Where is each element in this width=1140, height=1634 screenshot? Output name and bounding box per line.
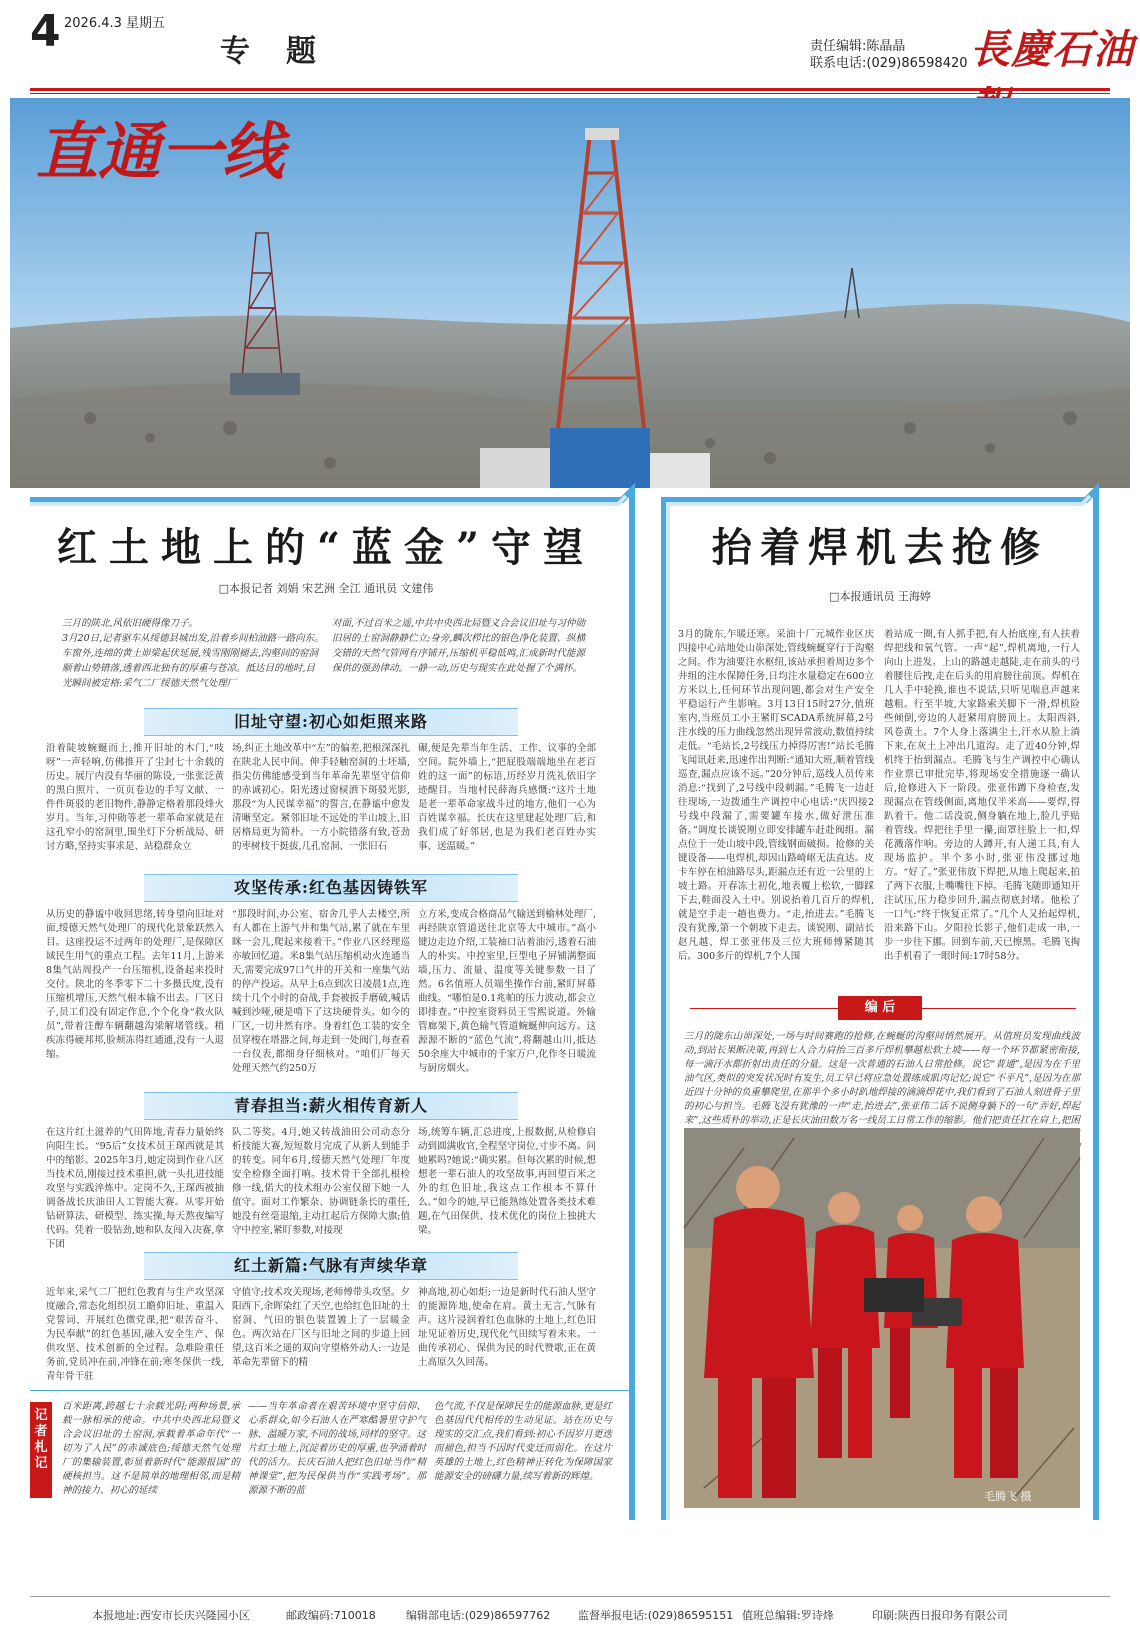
phone-label: 联系电话:(029)86598420 xyxy=(810,56,968,71)
subhead-4: 红土新篇:气脉有声续华章 xyxy=(144,1252,518,1280)
lead-paragraph-2: 3月20日,记者驱车从绥德县城出发,沿着乡间柏油路一路向东。车窗外,连绵的黄土峁梁起伏延展,残雪刚刚褪去,沟壑间的窑洞顺着山势错落,透着西北独有的厚重与苍凉。抵达目的地时,目光瞬间被定格:采气二厂绥德天然气处理厂 xyxy=(62,633,324,689)
right-article xyxy=(660,490,1100,1530)
footer-supervise-phone: 监督举报电话:(029)86595151 xyxy=(578,1609,734,1622)
jz-col-3: 色气流,不仅是保障民生的能源血脉,更是红色基因代代相传的生动见证。站在历史与现实的交汇点,我们看到:初心不因岁月更迭而褪色,担当不因时代变迁而弱化。在这片英雄的土地上,红色精神正转化为保障国家能源安全的磅礴力量,续写着新的辉煌。 xyxy=(434,1401,612,1482)
sub4-col-1: 近年来,采气二厂把红色教育与生产攻坚深度融合,常态化组织员工瞻仰旧址、重温入党誓词、开展红色微党课,把“艰苦奋斗、为民奉献”的红色基因,融入安全生产、保供攻坚、技术创新的全过程。急难险重任务前,党员冲在前,冲锋在前;寒冬保供一线,青年骨干驻 xyxy=(46,1287,224,1382)
left-article xyxy=(26,490,636,1530)
subhead-2: 攻坚传承:红色基因铸铁军 xyxy=(144,874,518,902)
editor-info xyxy=(810,38,968,72)
footer-chief-editor: 值班总编辑:罗诗烽 xyxy=(742,1609,834,1622)
section-title: 专题 xyxy=(220,34,352,69)
masthead-rule-thin xyxy=(30,93,1110,94)
sub2-col-1: 从历史的静谧中收回思绪,转身望向旧址对面,绥德天然气处理厂的现代化景象跃然入目。这座投运不过两年的处理厂,是保障区域民生用气的重点工程。去年11月,上游米8集气站周投产一台压缩机,设备起来投时交付。陕北的冬季零下二十多摄氏度,没有压缩机增压,天然气根本输不出去。厂区日子,员工们没有固定作息,个个化身“救火队员”,带着注醇车辆翻越沟梁解堵管线。稍疾冻得硬邦邦,脸颊冻得红通通,没有一人退缩。 xyxy=(46,909,224,1060)
banner-text: 直通一线 xyxy=(36,115,285,188)
left-headline: 红土地上的“蓝金”守望 xyxy=(56,524,595,571)
hero-photo xyxy=(10,98,1130,488)
sub3-col-3: 场,统筹车辆,汇总进度,上报数据,从检修启动到圆满收官,全程坚守岗位,寸步不离。问她累吗?她说:“确实累。但每次累的时候,想想老一辈石油人的攻坚故事,再回望百米之外的红色旧址,我这点工作根本不算什么。”如今的她,早已能熟练处置各类技术难题,在气田保供、技术优化的岗位上独挑大梁。 xyxy=(418,1127,596,1236)
left-lead-col-1 xyxy=(62,616,324,691)
issue-date: 2026.4.3 星期五 xyxy=(64,16,166,31)
left-byline: □本报记者 刘娟 宋艺洲 全江 通讯员 文建伟 xyxy=(218,582,434,595)
drilling-rig-illustration xyxy=(10,98,1130,488)
right-byline: □本报通讯员 王海婷 xyxy=(829,590,931,603)
right-headline: 抬着焊机去抢修 xyxy=(712,524,1048,571)
editor-label: 责任编辑:陈晶晶 xyxy=(810,39,906,54)
houji-text: 三月的陇东山峁深处,一场与时间赛跑的抢修,在蜿蜒的沟壑间悄然展开。从值班员发现曲线波动,到站长果断决策,再到七人合力肩抬三百多斤焊机攀越松软土坡——每一个环节都紧密衔接,每一滴汗水都折射出责任的分量。这是一次普通的石油人日常抢修。说它“普通”,是因为在千里油气区,类似的突发状况时有发生,员工早已将应急处置练成肌肉记忆;说它“不平凡”,是因为在那近四十分钟的负重攀爬里,在那半个多小时趴地焊接的滴滴焊花中,我们看到了石油人刻进骨子里的初心与担当。毛腾飞没有犹豫的一声“走,抬进去”,张亚伟二话不说侧身躺下的一句“弄好,焊起来”,这些质朴的举动,正是长庆油田数万名一线员工日常工作的缩影。他们把责任扛在肩上,把困 xyxy=(684,1031,1080,1126)
newspaper-logo: 長慶石油 xyxy=(970,26,1134,73)
footer-postcode: 邮政编码:710018 xyxy=(286,1609,376,1622)
rescue-photo xyxy=(684,1128,1080,1508)
left-lead-col-2: 对面,不过百米之遥,中共中央西北局暨义合会议旧址与习仲勋旧居的土窑洞静静伫立;身旁,麟次栉比的银色净化装置、纵横交错的天然气管网有序铺开,压缩机平稳低鸣,汇成新时代能源保供的强劲律动。一静一动,历史与现实在此处握了个满怀。 xyxy=(332,618,586,674)
sub2-col-3: 立方米,变成合格商品气输送到榆林处理厂,再经陕京管道送往北京等大中城市。”高小键边走边介绍,工装袖口沾着油污,透着石油人的朴实。中控室里,巨型电子屏铺满整面墙,压力、流量、温度等关键参数一目了然。6名值班人员端坐操作台前,紧盯屏幕曲线。“哪怕是0.1兆帕的压力波动,都会立即排查。”中控室资料员王雪熙说道。外输管廊架下,黄色输气管道蜿蜒伸向远方。这源源不断的“蓝色气流”,将翻越山川,抵达50余座大中城市的千家万户,化作冬日暖流与厨房烟火。 xyxy=(418,909,596,1074)
subhead-1: 旧址守望:初心如炬照来路 xyxy=(144,708,518,736)
sub2-col-2: “那段时间,办公室、宿舍几乎人去楼空,所有人都在上游气井和集气站,累了就在车里眯一会儿,爬起来接着干。”作业八区经理巡亦敏回忆道。米8集气站压缩机动火连通当天,需要完成97口气井的开关和一座集气站的停产投运。从早上6点到次日凌晨1点,连续十几个小时的奋战,手套被扳手磨破,喊话喊到沙哑,硬是啃下了这块硬骨头。如今的厂区,一切井然有序。身着红色工装的安全员穿梭在塔器之间,每走到一处阀门,每查看一台仪表,都细身仔细核对。“咱们厂每天处理天然气约250万 xyxy=(232,909,410,1074)
footer-address: 本报地址:西安市长庆兴隆园小区 xyxy=(92,1609,250,1622)
sub3-col-1: 在这片红土滋养的气田阵地,青春力量始终向阳生长。“95后”女技术员王琛西就是其中的缩影。2025年3月,她定岗到作业八区当技术员,刚接过技术重担,就一头扎进技能攻坚与实践淬炼中。定岗不久,王琛西被抽调备战长庆油田人工智能大赛。从零开始钻研算法、研模型、练实操,每天熬夜编写代码。凭着一股钻劲,她和队友闯入决赛,拿下团 xyxy=(46,1127,224,1250)
right-col-2: 着站成一圈,有人抓手把,有人抬底座,有人扶着焊把线和氧气管。一声“起”,焊机离地,一行人向山上进发。上山的路越走越陡,走在前头的弓着腰往后拽,走在后头的用肩膀往前顶。焊机在几人手中轮换,谁也不说话,只听见喘息声越来越粗。行至半坡,大家路索关脚下一滑,焊机险些倾倒,旁边的人赶紧用肩膀顶上。太阳西斜,风卷黄土。7个人身上落满尘土,汗水从脸上淌下来,在灰土上冲出几道沟。走了近40分钟,焊机终于抬到漏点。毛腾飞与生产调控中心确认作业票已审批完毕,将现场安全措施逐一确认后,抢修进入下一阶段。张亚伟蹲下身检查,发现漏点在管线侧面,离地仅半米高——要焊,得趴着干。他二话没说,侧身躺在地上,脸几乎贴着管线。焊把往手里一攥,面罩往脸上一扣,焊花溅落作响。旁边的人蹲开,有人递工具,有人现场监护。半个多小时,张亚伟没挪过地方。“好了。”张亚伟放下焊把,从地上爬起来,拍了两下衣服,上嘴嘴往下掉。毛腾飞随即通知开注试压,压力稳步回升,漏点彻底封堵。他松了一口气:“终于恢复正常了。”几个人又抬起焊机,沿来路下山。夕阳拉长影子,他们走成一串,一步一步往下挪。回到车前,天已擦黑。毛腾飞掏出手机看了一眼时间:17时58分。 xyxy=(884,629,1080,962)
sub3-col-2: 队二等奖。4月,她又转战油田公司动态分析技能大赛,短短数月完成了从新人到能手的转变。同年6月,绥德天然气处理厂年度安全检修全面打响。技术骨干全部扎根检修一线,偌大的技术组办公室仅留下她一人值守。面对工作繁杂、协调链条长的重任,她没有丝毫退缩,主动扛起后方保障大旗;值守中控室,紧盯参数,对接现 xyxy=(232,1127,410,1236)
sub4-col-3: 神高地,初心如炬;一边是新时代石油人坚守的能源阵地,使命在肩。黄土无言,气脉有声。这片浸润着红色血脉的土地上,红色旧址见证着历史,现代化气田续写着未来。一曲传承初心、保供为民的时代赞歌,正在黄土高原久久回荡。 xyxy=(418,1287,596,1368)
masthead-rule xyxy=(30,88,1110,91)
photo-caption: 毛腾飞 摄 xyxy=(984,1490,1032,1503)
page-footer xyxy=(30,1596,1110,1627)
sub1-col-1: 沿着陡坡蜿蜒而上,推开旧址的木门,“吱呀”一声轻响,仿佛推开了尘封七十余载的历史。展厅内没有华丽的陈设,一张张泛黄的黑白照片、一页页卷边的手写文献、一件件斑驳的老旧物件,静静定格着那段烽火岁月。当年,习仲勋等老一辈革命家就是在这孔窄小的窑洞里,围坐灯下分析战局、研讨方略,坚持实事求是、站稳群众立 xyxy=(46,743,224,852)
footer-printer: 印刷:陕西日报印务有限公司 xyxy=(872,1609,1008,1622)
jizhe-zhaji-label: 记者札记 xyxy=(30,1402,52,1498)
lead-paragraph-1: 三月的陕北,风依旧硬得像刀子。 xyxy=(62,618,199,629)
sub1-col-2: 场,纠正土地改革中“左”的偏差,把根深深扎在陕北人民中间。伸手轻触窑洞的土坯墙,指尖仿佛能感受到当年革命先辈坚守信仰的赤诚初心。阳光透过窗棂洒下斑驳光影,那段“为人民谋幸福”的誓言,在静谧中愈发清晰坚定。紧邻旧址不远处的半山坡上,旧居格局更为简朴。一方小院错落有致,苍劲的枣树枝干挺拔,几孔窑洞、一张旧石 xyxy=(232,743,410,852)
jz-divider xyxy=(30,1390,630,1391)
sub4-col-2: 守值守;技术攻关现场,老师傅带头攻坚。夕阳西下,余晖染红了天空,也给红色旧址的土窑洞、气田的银色装置镀上了一层暖金色。两次站在厂区与旧址之间的步道上回望,这百米之遥的双向守望格外动人:一边是革命先辈留下的精 xyxy=(232,1287,410,1368)
right-col-1: 3月的陇东,乍暖还寒。采油十厂元城作业区庆四接中心站地处山峁深处,管线蜿蜒穿行于沟壑之间。作为油要注水枢纽,该站承担着周边多个井组的注水保障任务,日均注水量稳定在600立方米以上,任何环节出现问题,都会对生产安全平稳运行产生影响。3月13日15时27分,值班室内,当班员工小王紧盯SCADA系统屏幕,2号注水线的压力曲线忽然出现异常波动,数值持续走低。“毛站长,2号线压力掉得厉害!”站长毛腾飞闻讯赶来,迅速作出判断:“通知大班,顺着管线巡查,漏点应该不远。”20分钟后,巡线人员传来消息:“找到了,2号线中段刺漏。”毛腾飞一边赶往现场,一边拨通生产调控中心电话:“庆四接2号线中段漏了,需要罐车接水,做好泄压准备。”调度长谈锐刚立即安排罐车赶赴阀组。漏点位于一处山坡中段,管线钢面破损。抢修的关键设备——电焊机,却因山路崎岖无法直达。皮卡车停在柏油路尽头,距漏点还有近一公里的上坡土路。开春冻土初化,地表覆上松软,一脚踩下去,鞋面没入土中。别说抬着几百斤的焊机,就是空手走一趟也费力。“走,抬进去。”毛腾飞没有犹豫,第一个朝坡下走去。谈锐刚、副站长赵凡越、焊工张亚伟及三位大班师傅紧随其后。300多斤的焊机,7个人围 xyxy=(678,629,874,962)
jz-col-2: ——当年革命者在艰苦环境中坚守信仰、心系群众,如今石油人在严寒酷暑里守护气脉、温暖万家,不同的战场,同样的坚守。这片红土地上,沉淀着历史的厚重,也孕涌着时代的活力。长庆石油人把红色旧址当作“精神课堂”,把为民保供当作“实践考场”。那源源不断的蓝 xyxy=(248,1401,426,1496)
page-number: 4 xyxy=(30,6,61,57)
footer-edit-phone: 编辑部电话:(029)86597762 xyxy=(406,1609,551,1622)
workers-carrying-welder-illustration xyxy=(684,1128,1080,1508)
jz-col-1: 百米距离,跨越七十余载光阴;两种场景,承载一脉相承的使命。中共中央西北局暨义合会议旧址的土窑洞,承载着革命年代“一切为了人民”的赤诚底色;绥德天然气处理厂的集输装置,彰显着新时代“能源报国”的硬核担当。这不是简单的地理相邻,而是精神的接力、初心的延续 xyxy=(62,1401,240,1496)
sub1-col-3: 碾,便是先辈当年生活、工作、议事的全部空间。院外墙上,“把屁股端端地坐在老百姓的这一面”的标语,历经岁月洗礼依旧字迹醒目。当地村民薛海兵感慨:“这片土地是老一辈革命家战斗过的地方,他们一心为百姓谋幸福。长庆在这里建起处理厂后,和我们成了好邻居,也是为我们老百姓办实事、送温暖。” xyxy=(418,743,596,852)
houji-label: 编 后 xyxy=(838,996,922,1020)
subhead-3: 青春担当:薪火相传育新人 xyxy=(144,1092,518,1120)
